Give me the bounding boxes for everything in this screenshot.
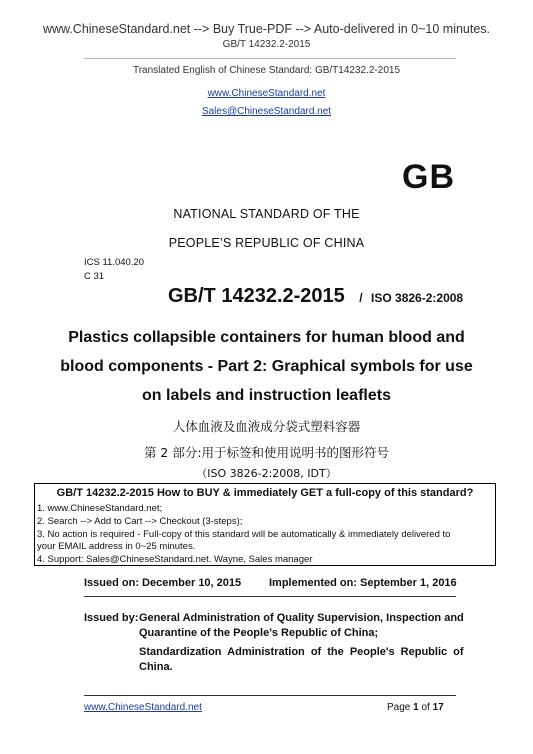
- issued-on-date: Issued on: December 10, 2015: [84, 577, 242, 589]
- chinese-title-line2: 第 2 部分:用于标签和使用说明书的图形符号: [143, 445, 390, 460]
- translation-email-row: [0, 101, 533, 119]
- standard-separator: /: [359, 291, 363, 305]
- national-standard-line2: PEOPLE’S REPUBLIC OF CHINA: [168, 236, 365, 250]
- page-total: 17: [432, 702, 444, 713]
- standard-number-line: [168, 285, 463, 308]
- purchase-step-2: 2. Search --> Add to Cart --> Checkout (3-steps);: [37, 516, 243, 527]
- purchase-info-box: [34, 483, 496, 566]
- footer-website-link[interactable]: www.ChineseStandard.net: [84, 702, 202, 713]
- ics-code: ICS 11.040.20: [84, 257, 145, 268]
- issuer-1-line1: General Administration of Quality Supervision, Inspection and: [139, 612, 464, 624]
- footer-website-container: [84, 702, 202, 713]
- translation-note: Translated English of Chinese Standard: GB/T14232.2-2015: [132, 65, 401, 76]
- title-line-3: on labels and instruction leaflets: [142, 387, 391, 404]
- purchase-step-3: 3. No action is required - Full-copy of this standard will be automatically & immediately delivered to: [37, 529, 451, 540]
- header-banner: www.ChineseStandard.net --> Buy True-PDF --> Auto-delivered in 0~10 minutes.: [42, 22, 491, 36]
- issuer-2-line2: China.: [139, 661, 173, 673]
- header-standard-code: GB/T 14232.2-2015: [222, 39, 311, 50]
- iso-reference: ISO 3826-2:2008: [371, 291, 464, 305]
- issuer-1-line2: Quarantine of the People’s Republic of China;: [139, 627, 379, 639]
- ccs-code: C 31: [84, 271, 105, 282]
- issuer-2-line1: Standardization Administration of the People's Republic of: [139, 646, 464, 658]
- title-line-1: Plastics collapsible containers for human blood and: [68, 329, 465, 346]
- standard-number: GB/T 14232.2-2015: [168, 285, 345, 307]
- page-current: 1: [413, 702, 419, 713]
- website-link[interactable]: www.ChineseStandard.net: [207, 88, 326, 99]
- translation-website-row: [0, 83, 533, 101]
- title-line-2: blood components - Part 2: Graphical symbols for use: [60, 358, 473, 375]
- gb-mark: GB: [402, 158, 455, 196]
- email-link[interactable]: Sales@ChineseStandard.net: [201, 106, 332, 117]
- implemented-on-date: Implemented on: September 1, 2016: [269, 577, 457, 589]
- header-divider: [84, 58, 456, 59]
- national-standard-line1: NATIONAL STANDARD OF THE: [173, 207, 360, 221]
- footer-divider: [84, 695, 456, 696]
- purchase-step-4: 4. Support: Sales@ChineseStandard.net. Wayne, Sales manager: [37, 554, 313, 565]
- page-prefix: Page: [387, 702, 411, 713]
- purchase-box-title: GB/T 14232.2-2015 How to BUY & immediately GET a full-copy of this standard?: [56, 487, 474, 499]
- dates-divider: [84, 596, 456, 597]
- iso-equivalence: （ISO 3826-2:2008, IDT）: [196, 467, 337, 480]
- issued-by-label: Issued by:: [84, 612, 139, 624]
- page-number: [387, 702, 444, 713]
- purchase-step-3-cont: your EMAIL address in 0~25 minutes.: [37, 541, 196, 552]
- chinese-title-line1: 人体血液及血液成分袋式塑料容器: [172, 419, 361, 434]
- purchase-step-1: 1. www.ChineseStandard.net;: [37, 503, 163, 514]
- page-of: of: [421, 702, 430, 713]
